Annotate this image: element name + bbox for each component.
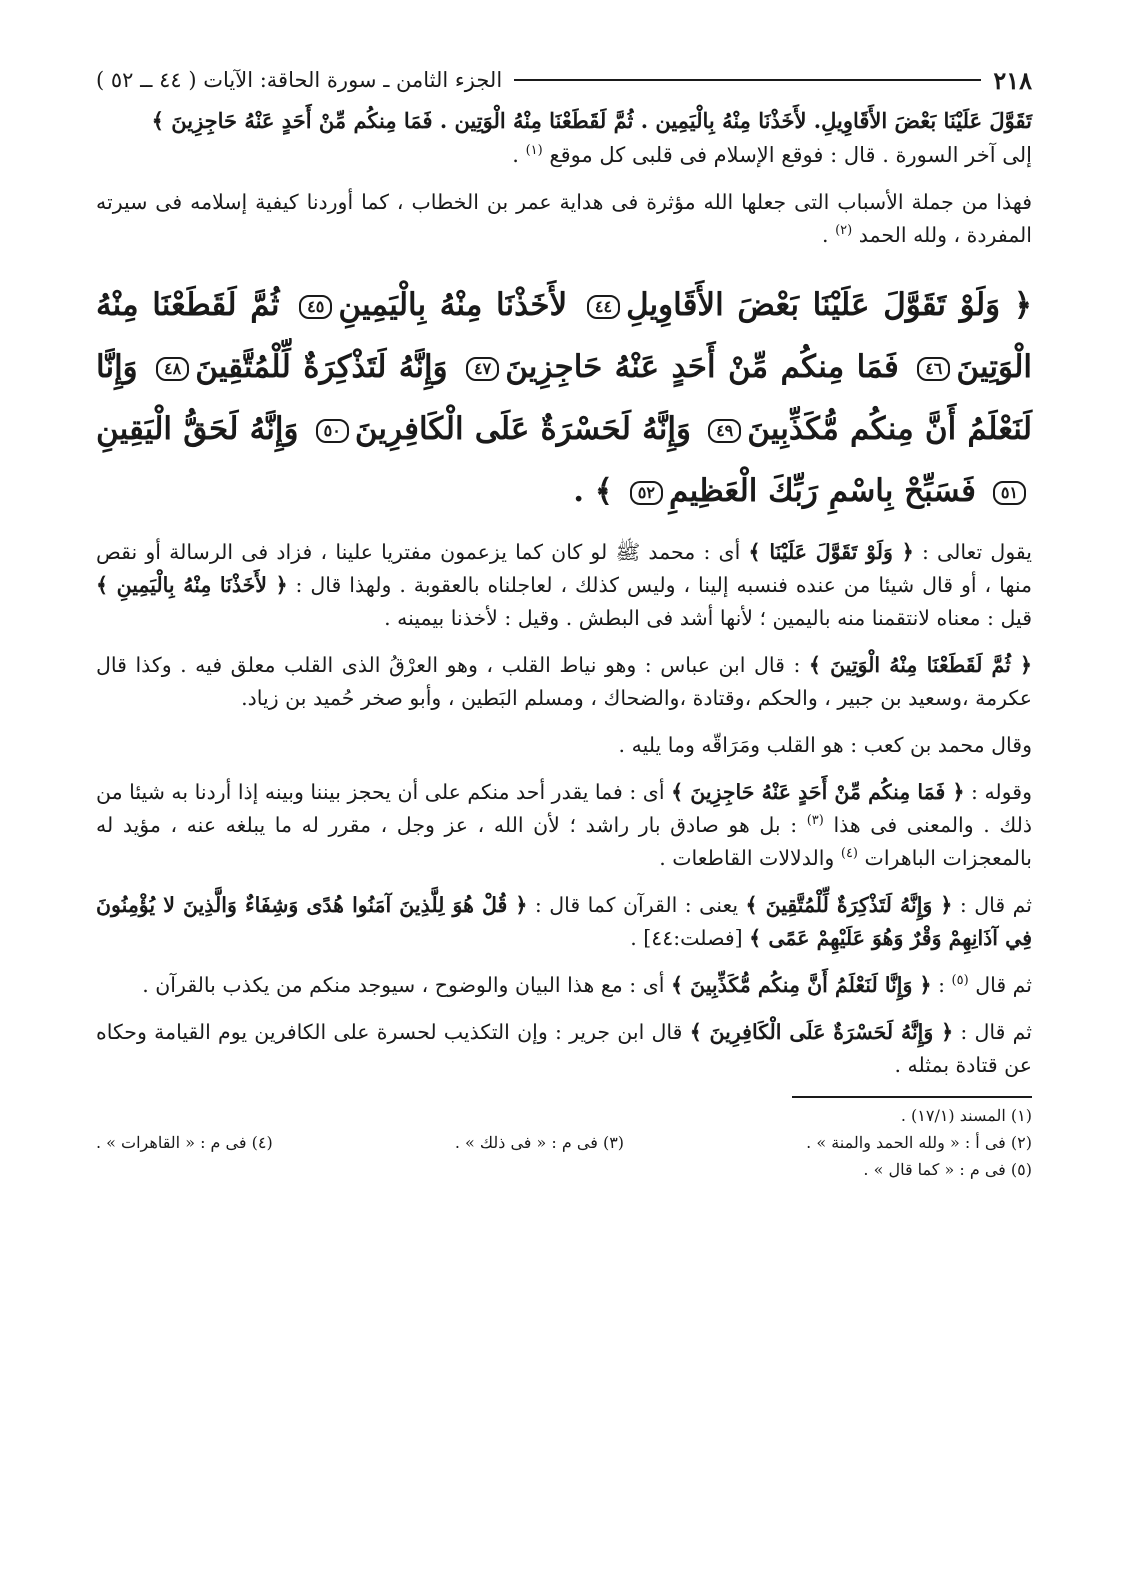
tafsir-paragraph-7 xyxy=(96,1016,1032,1082)
intro-block xyxy=(96,104,1032,172)
intro-text: إلى آخر السورة . قال : فوقع الإسلام فى قلبى كل موقع xyxy=(549,143,1032,167)
quoted-verse: ﴿ لأَخَذْنَا مِنْهُ بِالْيَمِينِ ﴾ xyxy=(96,573,288,597)
verse-44: ﴿ وَلَوْ تَقَوَّلَ عَلَيْنَا بَعْضَ الأَقَاوِيلِ xyxy=(626,287,1032,323)
tafsir-paragraph-1 xyxy=(96,536,1032,635)
verse-51: وَإِنَّهُ لَحَقُّ الْيَقِينِ xyxy=(96,411,299,447)
ayah-number-46: ٤٦ xyxy=(917,357,950,381)
verse-50: وَإِنَّهُ لَحَسْرَةٌ عَلَى الْكَافِرِينَ xyxy=(354,411,691,447)
verse-47: فَمَا مِنكُم مِّنْ أَحَدٍ عَنْهُ حَاجِزِينَ xyxy=(505,349,899,385)
tafsir-paragraph-3: وقال محمد بن كعب : هو القلب ومَرَاقّه وما يليه . xyxy=(618,733,1032,757)
ayah-number-50: ٥٠ xyxy=(316,419,349,443)
text-run: ثم قال xyxy=(975,973,1032,997)
quoted-verse: ﴿ وَإِنَّا لَنَعْلَمُ أَنَّ مِنكُم مُّكَذِّبِينَ ﴾ xyxy=(670,973,932,997)
ayah-number-47: ٤٧ xyxy=(466,357,499,381)
header-rule xyxy=(514,79,981,81)
running-header xyxy=(96,58,1032,102)
footnote-ref-5: (٥) xyxy=(951,973,969,989)
page-number: ٢١٨ xyxy=(993,65,1032,95)
text-run: والدلالات القاطعات . xyxy=(659,846,841,870)
text-run: : بل هو صادق بار راشد ؛ لأن الله ، عز وجل ، مقرر له ما يبلغه عنه ، مؤيد له بالمعجزات الباهرات xyxy=(96,813,1032,870)
footnote-ref-2: (٢) xyxy=(835,223,853,239)
verse-45: لأَخَذْنَا مِنْهُ بِالْيَمِينِ xyxy=(338,287,568,323)
footnote-5: (٥) فى م : « كما قال » . xyxy=(863,1160,1032,1179)
quoted-verse: ﴿ ثُمَّ لَقَطَعْنَا مِنْهُ الْوَتِينَ ﴾ xyxy=(808,653,1032,677)
verse-48: وَإِنَّهُ لَتَذْكِرَةٌ لِّلْمُتَّقِينَ xyxy=(195,349,448,385)
text-run: أى : مع هذا البيان والوضوح ، سيوجد منكم من يكذب بالقرآن . xyxy=(142,973,671,997)
text-run: أى : محمد ﷺ لو كان كما يزعمون مفتريا علينا ، فزاد فى الرسالة أو نقص منها ، أو قال شيئا من عنده فنسبه إلينا ، وليس كذلك ، لعاجلناه بالعقوبة . ولهذا قال : xyxy=(96,540,1032,597)
verse-49: وَإِنَّا لَنَعْلَمُ أَنَّ مِنكُم مُّكَذِّبِينَ xyxy=(96,349,1033,447)
text-run: قال ابن جرير : وإن التكذيب لحسرة على الكافرين يوم القيامة وحكاه عن قتادة بمثله . xyxy=(96,1020,1032,1077)
text-run: [فصلت:٤٤] . xyxy=(630,926,750,950)
quoted-verse: ﴿ وَإِنَّهُ لَتَذْكِرَةٌ لِّلْمُتَّقِينَ ﴾ xyxy=(745,893,953,917)
book-page xyxy=(96,58,1032,1183)
footnote-ref-4: (٤) xyxy=(840,846,858,862)
paragraph-umar-text: فهذا من جملة الأسباب التى جعلها الله مؤثرة فى هداية عمر بن الخطاب ، كما أوردنا كيفية إسلامه فى سيرته المفردة ، ولله الحمد xyxy=(96,190,1032,247)
intro-line xyxy=(96,138,1032,172)
footnote-rule xyxy=(792,1096,1032,1098)
quoted-verse: ﴿ قُلْ هُوَ لِلَّذِينَ آمَنُوا هُدًى وَشِفَاءٌ وَالَّذِينَ لا يُؤْمِنُونَ فِي آذَانِهِمْ وَقْرٌ وَهُوَ عَلَيْهِمْ عَمًى ﴾ xyxy=(96,893,1032,950)
tafsir-paragraph-5 xyxy=(96,889,1032,955)
ayah-number-49: ٤٩ xyxy=(708,419,741,443)
footnote-ref-3: (٣) xyxy=(806,813,824,829)
footnote-2: (٢) فى أ : « ولله الحمد والمنة » . xyxy=(806,1133,1032,1152)
quran-close: ﴾ . xyxy=(573,473,613,509)
footnotes xyxy=(96,1102,1032,1183)
text-run: يعنى : القرآن كما قال : xyxy=(527,893,746,917)
tafsir-paragraph-6 xyxy=(96,969,1032,1002)
ayah-number-44: ٤٤ xyxy=(587,295,620,319)
footnote-4: (٤) فى م : « القاهرات » . xyxy=(96,1133,273,1152)
footnote-1: (١) المسند (١٧/١) . xyxy=(900,1106,1032,1125)
text-run: ثم قال : xyxy=(953,1020,1032,1044)
quoted-verse: ﴿ وَلَوْ تَقَوَّلَ عَلَيْنَا ﴾ xyxy=(748,540,914,564)
verse-52: فَسَبِّحْ بِاسْمِ رَبِّكَ الْعَظِيمِ xyxy=(668,473,977,509)
quoted-verse: ﴿ وَإِنَّهُ لَحَسْرَةٌ عَلَى الْكَافِرِينَ ﴾ xyxy=(689,1020,954,1044)
footnote-3: (٣) فى م : « فى ذلك » . xyxy=(454,1133,625,1152)
ayah-number-52: ٥٢ xyxy=(630,481,663,505)
text-run: وقوله : xyxy=(964,780,1032,804)
verse-46: ثُمَّ لَقَطَعْنَا مِنْهُ الْوَتِينَ xyxy=(96,287,1033,385)
footnote-row xyxy=(96,1129,1032,1156)
paragraph-umar xyxy=(96,186,1032,252)
ayah-number-45: ٤٥ xyxy=(299,295,332,319)
intro-verse-line: تَقَوَّلَ عَلَيْنَا بَعْضَ الأَقَاوِيلِ. لأَخَذْنَا مِنْهُ بِالْيَمِين . ثُمَّ لَقَطَعْنَا مِنْهُ الْوَتِين . فَمَا مِنكُم مِّنْ أَحَدٍ عَنْهُ حَاجِزِينَ ﴾ xyxy=(151,108,1032,133)
paragraph-umar-end: . xyxy=(822,223,836,247)
ayah-number-51: ٥١ xyxy=(993,481,1026,505)
ayah-number-48: ٤٨ xyxy=(156,357,189,381)
footnote-ref-1: (١) xyxy=(525,143,543,158)
quoted-verse: ﴿ فَمَا مِنكُم مِّنْ أَحَدٍ عَنْهُ حَاجِزِينَ ﴾ xyxy=(671,780,965,804)
running-title: الجزء الثامن ـ سورة الحاقة: الآيات ( ٤٤ ــ ٥٢ ) xyxy=(96,68,503,92)
tafsir-paragraph-2 xyxy=(96,649,1032,715)
text-run: : قال ابن عباس : وهو نياط القلب ، وهو العرْقُ الذى القلب معلق فيه . وكذا قال عكرمة ،وسعيد بن جبير ، والحكم ،وقتادة ،والضحاك ، ومسلم البَطين ، وأبو صخر حُميد بن زياد. xyxy=(96,653,1032,710)
tafsir-paragraph-4 xyxy=(96,776,1032,875)
text-run: أى : فما يقدر أحد منكم على أن يحجز بيننا وبينه إذا أردنا به شيئا من ذلك . والمعنى فى هذا xyxy=(96,780,1032,837)
text-run: : xyxy=(931,973,952,997)
text-run: يقول تعالى : xyxy=(913,540,1032,564)
quran-passage xyxy=(96,274,1032,522)
text-run: قيل : معناه لانتقمنا منه باليمين ؛ لأنها أشد فى البطش . وقيل : لأخذنا بيمينه . xyxy=(384,606,1032,630)
intro-end: . xyxy=(512,143,526,167)
text-run: ثم قال : xyxy=(952,893,1032,917)
